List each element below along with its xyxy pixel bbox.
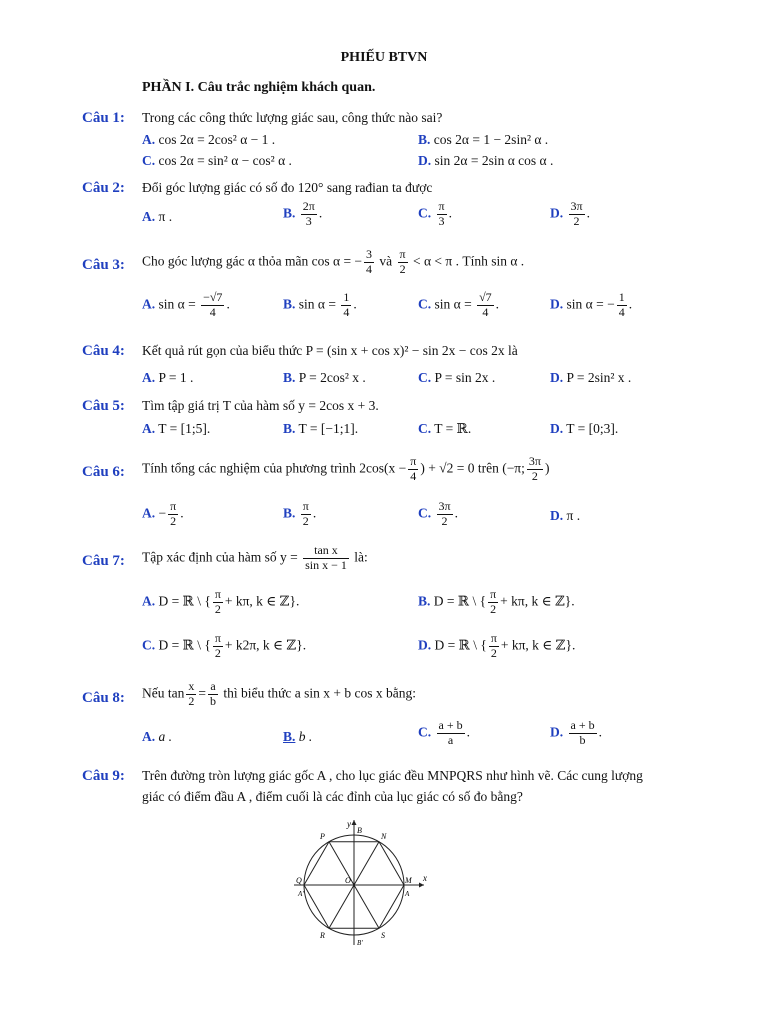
question-label: Câu 8: (82, 690, 125, 706)
question-stem: Nếu tan $\frac{x}{2}$ = $\frac{a}{b}$ thì biểu thức a sin x + b cos x bằng: (142, 679, 417, 708)
question-stem: Tính tổng các nghiệm của phương trình 2cos(x − $\frac{\pi}{4}$ ) + √2 = 0 trên (−π; $\frac{3\pi}{2}$ ) (142, 454, 550, 483)
option-c: C. cos 2α = sin² α − cos² α . (142, 153, 292, 168)
option-d: D. sin α = − $\frac{1}{4}$ . (550, 290, 633, 319)
label-y: y (347, 819, 351, 829)
label-B-prime: B' (357, 939, 363, 947)
question-stem: Tập xác định của hàm số y = $\frac{\text{tan x}}{\text{sin x − 1}}$ là: (142, 543, 368, 572)
option-b: B. $\frac{2\pi}{3}$ . (283, 199, 323, 228)
question-label: Câu 2: (82, 180, 125, 196)
option-c: C. $\frac{a + b}{a}$ . (418, 718, 470, 747)
question-stem-line2: giác có điểm đầu A , điểm cuối là các đỉnh của lục giác có số đo bằng? (142, 789, 523, 804)
question-label: Câu 9: (82, 768, 125, 784)
question-label: Câu 3: (82, 257, 125, 273)
option-letter: C. (142, 153, 156, 168)
option-c: C. $\frac{\pi}{3}$ . (418, 199, 452, 228)
option-b: B. D = ℝ \ { $\frac{\pi}{2}$ + kπ, k ∈ ℤ}. (418, 587, 575, 616)
label-S: S (381, 931, 385, 940)
option-d: D. D = ℝ \ { $\frac{\pi}{2}$ + kπ, k ∈ ℤ}. (418, 631, 576, 660)
question-stem: Đổi góc lượng giác có số đo 120° sang rađian ta được (142, 180, 433, 195)
label-B: B (357, 826, 362, 835)
option-b: B. b . (283, 729, 313, 744)
option-d: D. T = [0;3]. (550, 421, 619, 436)
label-Q: Q (296, 876, 302, 885)
part-heading: PHẦN I. Câu trắc nghiệm khách quan. (142, 80, 376, 95)
option-letter: A. (142, 132, 156, 147)
question-stem: Trong các công thức lượng giác sau, công thức nào sai? (142, 110, 443, 125)
option-a: A. − $\frac{\pi}{2}$ . (142, 499, 184, 528)
label-O: O (345, 876, 351, 885)
question-label: Câu 6: (82, 464, 125, 480)
option-letter: B. (418, 132, 431, 147)
option-a: A. T = [1;5]. (142, 421, 211, 436)
option-b: B. $\frac{\pi}{2}$ . (283, 499, 317, 528)
question-stem: Tìm tập giá trị T của hàm số y = 2cos x + 3. (142, 398, 379, 413)
option-c: C. $\frac{3\pi}{2}$ . (418, 499, 458, 528)
question-label: Câu 5: (82, 398, 125, 414)
option-d: D. P = 2sin² x . (550, 370, 632, 385)
label-N: N (381, 832, 387, 841)
option-d: D. $\frac{3\pi}{2}$ . (550, 199, 590, 228)
question-stem-line1: Trên đường tròn lượng giác gốc A , cho lục giác đều MNPQRS như hình vẽ. Các cung lượng (142, 768, 643, 783)
question-label: Câu 4: (82, 343, 125, 359)
label-A-prime: A' (298, 890, 304, 898)
option-d: D. $\frac{a + b}{b}$ . (550, 718, 602, 747)
option-c: C. sin α = $\frac{√7}{4}$ . (418, 290, 500, 319)
option-c: C. P = sin 2x . (418, 370, 496, 385)
label-M: M (405, 876, 412, 885)
label-x: x (423, 873, 427, 883)
page-title: PHIẾU BTVN (340, 50, 428, 65)
question-stem: Kết quả rút gọn của biểu thức P = (sin x + cos x)² − sin 2x − cos 2x là (142, 343, 518, 358)
question-label: Câu 7: (82, 553, 125, 569)
option-a: A. D = ℝ \ { $\frac{\pi}{2}$ + kπ, k ∈ ℤ}. (142, 587, 300, 616)
option-a: A. π . (142, 209, 173, 224)
option-a: A. sin α = $\frac{-√7}{4}$ . (142, 290, 230, 319)
option-d: D. π . (550, 508, 581, 523)
option-a: A. a . (142, 729, 172, 744)
option-c: C. D = ℝ \ { $\frac{\pi}{2}$ + k2π, k ∈ ℤ}. (142, 631, 307, 660)
option-b: B. sin α = $\frac{1}{4}$ . (283, 290, 357, 319)
option-b: B. T = [−1;1]. (283, 421, 359, 436)
label-R: R (320, 931, 325, 940)
option-b: B. cos 2α = 1 − 2sin² α . (418, 132, 549, 147)
label-P: P (320, 832, 325, 841)
label-A: A (405, 890, 410, 898)
option-c: C. T = ℝ. (418, 421, 472, 436)
option-d: D. sin 2α = 2sin α cos α . (418, 153, 554, 168)
question-stem: Cho góc lượng gác α thỏa mãn cos α = − $\frac{3}{4}$ và $\frac{\pi}{2}$ < α < π . Tính sin α . (142, 247, 525, 276)
option-b: B. P = 2cos² x . (283, 370, 366, 385)
question-label: Câu 1: (82, 110, 125, 126)
option-a: A. cos 2α = 2cos² α − 1 . (142, 132, 276, 147)
unit-circle-hexagon-figure (290, 815, 430, 950)
option-a: A. P = 1 . (142, 370, 194, 385)
option-letter: D. (418, 153, 432, 168)
